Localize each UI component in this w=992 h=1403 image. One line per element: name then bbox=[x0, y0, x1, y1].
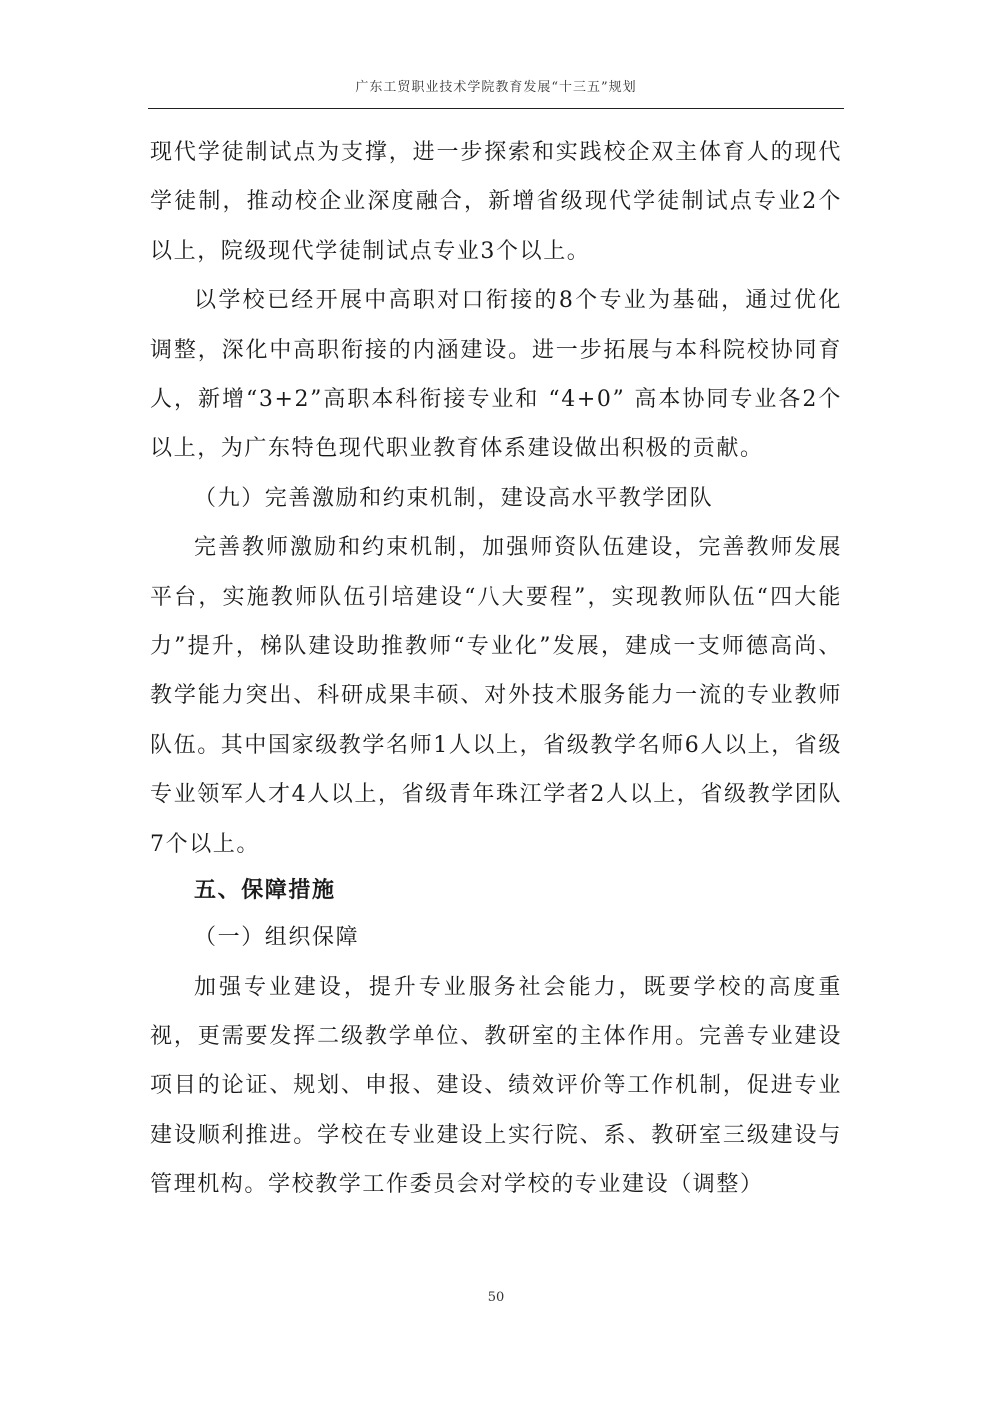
subheading-nine: （九）完善激励和约束机制，建设高水平教学团队 bbox=[194, 485, 714, 511]
header-divider bbox=[148, 108, 844, 109]
page-number: 50 bbox=[487, 1290, 505, 1305]
paragraph-articulation: 以学校已经开展中高职对口衔接的8个专业为基础，通过优化调整，深化中高职衔接的内涵建设。进一步拓展与本科院校协同育人，新增“3+2”高职本科衔接专业和 “4+0” 高本协同专业各2个以上，为广东特色现代职业教育体系建设做出积极的贡献。 bbox=[150, 288, 842, 462]
paragraph-organization: 加强专业建设，提升专业服务社会能力，既要学校的高度重视，更需要发挥二级教学单位、教研室的主体作用。完善专业建设项目的论证、规划、申报、建设、绩效评价等工作机制，促进专业建设顺利推进。学校在专业建设上实行院、系、教研室三级建设与管理机构。学校教学工作委员会对学校的专业建设（调整） bbox=[150, 974, 842, 1198]
paragraph-continuation: 现代学徒制试点为支撑，进一步探索和实践校企双主体育人的现代学徒制，推动校企业深度融合，新增省级现代学徒制试点专业2个以上，院级现代学徒制试点专业3个以上。 bbox=[150, 140, 842, 264]
paragraph-teachers: 完善教师激励和约束机制，加强师资队伍建设，完善教师发展平台，实施教师队伍引培建设“八大要程”，实现教师队伍“四大能力”提升，梯队建设助推教师“专业化”发展，建成一支师德高尚、教学能力突出、科研成果丰硕、对外技术服务能力一流的专业教师队伍。其中国家级教学名师1人以上，省级教学名师6人以上，省级专业领军人才4人以上，省级青年珠江学者2人以上，省级教学团队7个以上。 bbox=[150, 535, 842, 857]
page-header-title: 广东工贸职业技术学院教育发展“十三五”规划 bbox=[355, 80, 637, 95]
document-body bbox=[150, 128, 842, 1210]
subheading-organization: （一）组织保障 bbox=[194, 925, 360, 951]
section-heading-safeguards: 五、保障措施 bbox=[194, 878, 336, 904]
